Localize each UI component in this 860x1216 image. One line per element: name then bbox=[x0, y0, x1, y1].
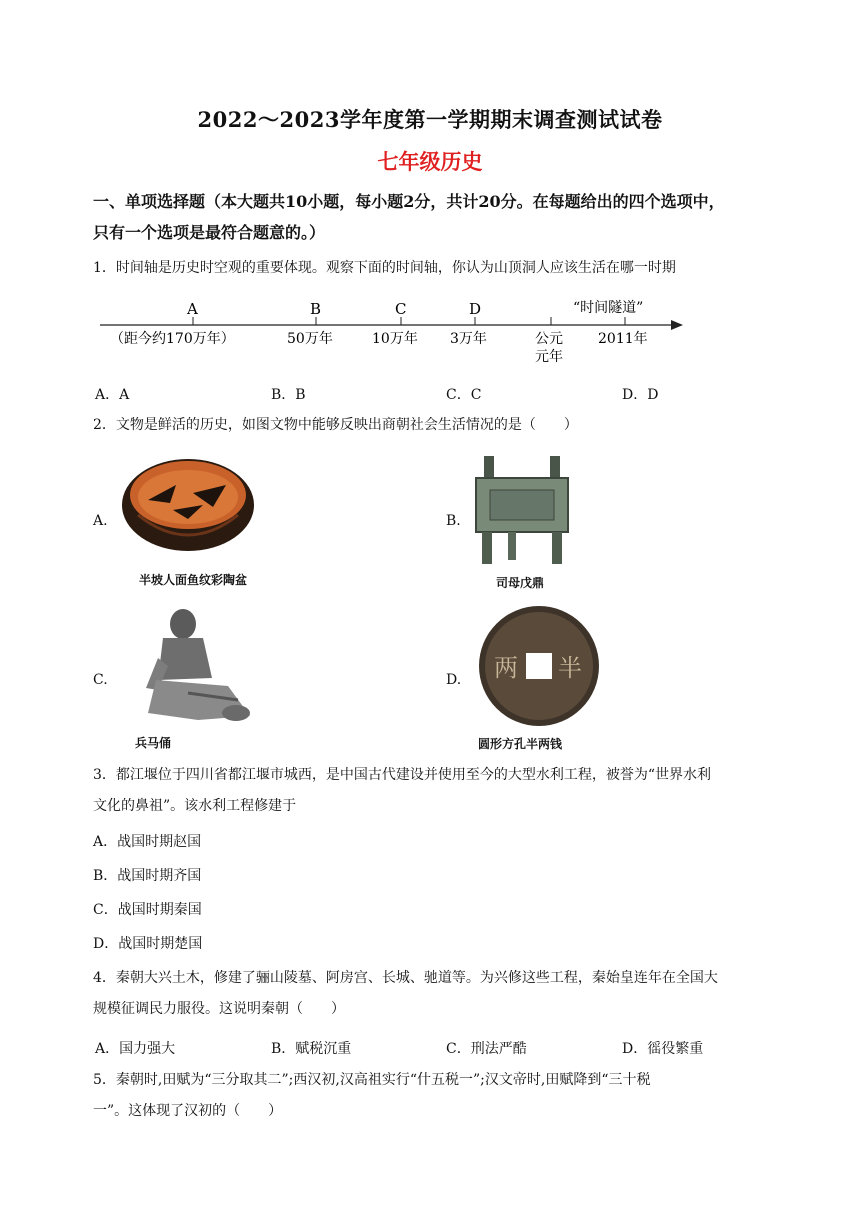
q2-label-b: B. bbox=[446, 513, 461, 529]
timeline-point-c: C bbox=[395, 300, 407, 318]
timeline-label-gongyuan: 公元 bbox=[535, 331, 563, 347]
q3-option-a: A．战国时期赵国 bbox=[93, 834, 202, 850]
question-3-stem-line2: 文化的鼻祖”。该水利工程修建于 bbox=[93, 798, 297, 814]
q3-option-b: B．战国时期齐国 bbox=[93, 868, 202, 884]
timeline-label-170: （距今约170万年） bbox=[110, 331, 235, 347]
q2-label-a: A. bbox=[93, 513, 108, 529]
question-5-stem-line1: 5．秦朝时,田赋为“三分取其二”;西汉初,汉高祖实行“什五税一”;汉文帝时,田赋降到“三十税 bbox=[93, 1072, 651, 1088]
terracotta-warrior-image bbox=[128, 608, 253, 726]
q4-option-a: A．国力强大 bbox=[95, 1041, 176, 1057]
timeline-label-2011: 2011年 bbox=[598, 331, 648, 347]
timeline-arrow bbox=[671, 320, 683, 330]
timeline-label-10: 10万年 bbox=[372, 331, 418, 347]
q1-option-b: B．B bbox=[271, 387, 306, 403]
q4-option-c: C．刑法严酷 bbox=[446, 1041, 527, 1057]
pottery-basin-image bbox=[118, 455, 258, 555]
q1-option-a: A．A bbox=[95, 387, 130, 403]
question-5-stem bbox=[93, 1065, 783, 1127]
timeline-label-3: 3万年 bbox=[450, 331, 487, 347]
timeline-tunnel-label: “时间隧道” bbox=[573, 300, 644, 316]
question-5-stem-line2: 一”。这体现了汉初的（ ） bbox=[93, 1103, 283, 1119]
section-heading-line2: 只有一个选项是最符合题意的。） bbox=[93, 223, 326, 242]
q3-option-c: C．战国时期秦国 bbox=[93, 902, 202, 918]
q2-label-d: D. bbox=[446, 672, 462, 688]
q3-option-d: D．战国时期楚国 bbox=[93, 936, 203, 952]
timeline-point-a: A bbox=[187, 300, 198, 318]
q4-option-b: B．赋税沉重 bbox=[271, 1041, 352, 1057]
caption-pottery-basin: 半坡人面鱼纹彩陶盆 bbox=[138, 573, 247, 587]
exam-title: 2022～2023学年度第一学期期末调查测试试卷 bbox=[197, 107, 663, 132]
timeline-point-b: B bbox=[310, 300, 322, 318]
caption-terracotta-warrior: 兵马俑 bbox=[135, 736, 172, 750]
timeline-label-yuannian: 元年 bbox=[535, 349, 563, 365]
timeline-figure bbox=[95, 295, 695, 370]
q2-label-c: C. bbox=[93, 672, 108, 688]
coin-char-liang: 两 bbox=[494, 654, 518, 682]
q4-option-d: D．徭役繁重 bbox=[622, 1041, 704, 1057]
caption-simuwu-ding: 司母戊鼎 bbox=[495, 576, 544, 590]
question-3-stem bbox=[93, 760, 783, 822]
section-heading-line1: 一、单项选择题（本大题共10小题，每小题2分，共计20分。在每题给出的四个选项中， bbox=[93, 192, 725, 211]
q1-option-c: C．C bbox=[446, 387, 482, 403]
question-4-stem-line1: 4．秦朝大兴土木，修建了骊山陵墓、阿房宫、长城、驰道等。为兴修这些工程，秦始皇连年在全国大 bbox=[93, 970, 718, 986]
exam-subtitle: 七年级历史 bbox=[377, 149, 483, 174]
question-1-stem: 1．时间轴是历史时空观的重要体现。观察下面的时间轴，你认为山顶洞人应该生活在哪一时期 bbox=[93, 260, 676, 276]
q1-option-d: D．D bbox=[622, 387, 659, 403]
question-2-stem: 2．文物是鲜活的历史，如图文物中能够反映出商朝社会生活情况的是（ ） bbox=[93, 417, 578, 433]
coin-char-ban: 半 bbox=[558, 654, 582, 682]
question-3-stem-line1: 3．都江堰位于四川省都江堰市城西，是中国古代建设并使用至今的大型水利工程，被誉为“世界水利 bbox=[93, 767, 712, 783]
caption-banliang-coin: 圆形方孔半两钱 bbox=[478, 737, 563, 751]
section-heading bbox=[93, 186, 783, 248]
question-4-stem bbox=[93, 963, 783, 1025]
simuwu-ding-image bbox=[472, 452, 572, 567]
question-4-stem-line2: 规模征调民力服役。这说明秦朝（ ） bbox=[93, 1001, 345, 1017]
banliang-coin-image bbox=[476, 604, 602, 728]
timeline-label-50: 50万年 bbox=[287, 331, 333, 347]
timeline-point-d: D bbox=[469, 300, 482, 318]
